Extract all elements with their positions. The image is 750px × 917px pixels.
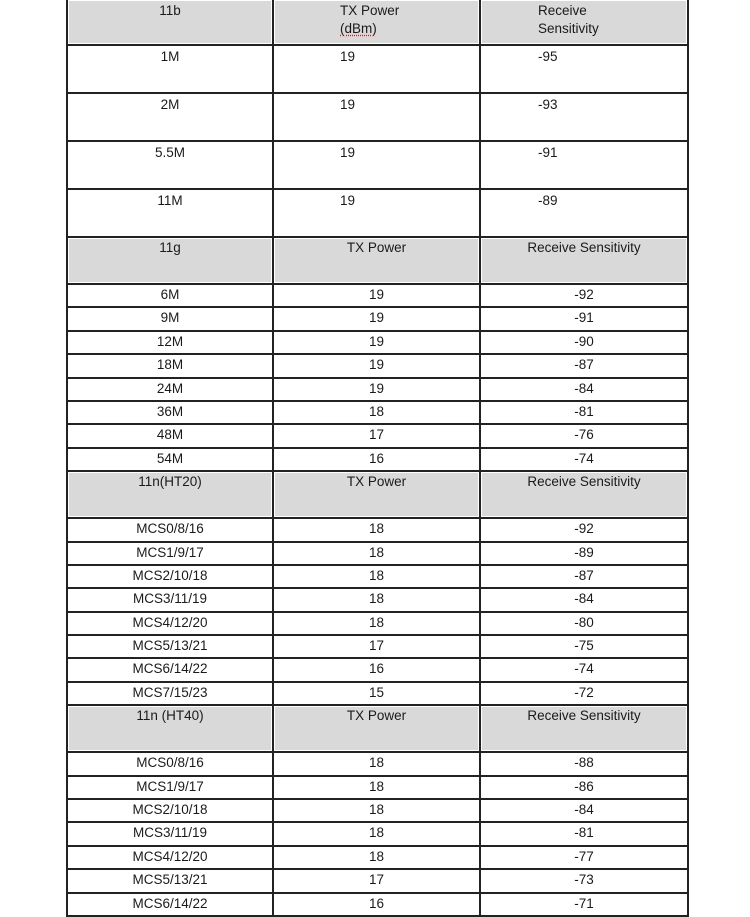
header-mode: 11g <box>67 237 273 284</box>
table-row <box>67 588 688 611</box>
rx-sensitivity-cell: -86 <box>480 776 688 799</box>
header-mode: 11n (HT40) <box>67 705 273 752</box>
table-row <box>67 658 688 681</box>
tx-power-cell: 19 <box>273 378 480 401</box>
header-receive-sensitivity: Receive Sensitivity <box>480 705 688 752</box>
header-tx-power: TX Power <box>273 471 480 518</box>
header-tx-power: TX Power <box>273 705 480 752</box>
tx-power-cell: 19 <box>273 189 480 237</box>
rx-sensitivity-cell: -75 <box>480 635 688 658</box>
rx-sensitivity-cell: -81 <box>480 822 688 845</box>
tx-power-cell: 19 <box>273 93 480 141</box>
rate-cell: 1M <box>67 45 273 93</box>
table-row <box>67 542 688 565</box>
rx-sensitivity-cell: -95 <box>480 45 688 93</box>
table-row <box>67 869 688 892</box>
tx-power-cell: 18 <box>273 565 480 588</box>
tx-power-cell: 18 <box>273 518 480 541</box>
rx-sensitivity-cell: -73 <box>480 869 688 892</box>
rx-sensitivity-cell: -74 <box>480 658 688 681</box>
rate-cell: MCS5/13/21 <box>67 869 273 892</box>
rate-cell: 11M <box>67 189 273 237</box>
rate-cell: MCS5/13/21 <box>67 635 273 658</box>
tx-power-cell: 17 <box>273 869 480 892</box>
tx-power-cell: 16 <box>273 448 480 471</box>
table-row <box>67 141 688 189</box>
tx-unit: (dBm) <box>340 21 377 36</box>
header-receive-sensitivity: Receive Sensitivity <box>480 237 688 284</box>
table-row <box>67 45 688 93</box>
table-row <box>67 799 688 822</box>
table-row <box>67 307 688 330</box>
wifi-spec-table <box>66 0 689 917</box>
tx-power-cell: 18 <box>273 752 480 775</box>
tx-power-cell: 15 <box>273 682 480 705</box>
table-row <box>67 354 688 377</box>
table-row <box>67 93 688 141</box>
rx-sensitivity-cell: -89 <box>480 189 688 237</box>
tx-power-cell: 18 <box>273 612 480 635</box>
table-row <box>67 635 688 658</box>
tx-power-cell: 19 <box>273 141 480 189</box>
tx-power-cell: 18 <box>273 776 480 799</box>
rate-cell: 54M <box>67 448 273 471</box>
tx-power-cell: 17 <box>273 635 480 658</box>
header-tx-power: TX Power <box>273 237 480 284</box>
rate-cell: 5.5M <box>67 141 273 189</box>
table-row <box>67 776 688 799</box>
rate-cell: MCS3/11/19 <box>67 588 273 611</box>
tx-power-cell: 17 <box>273 424 480 447</box>
rate-cell: MCS1/9/17 <box>67 542 273 565</box>
section-header-11b <box>67 0 688 45</box>
header-tx-power: TX Power (dBm) <box>273 0 480 45</box>
rate-cell: 9M <box>67 307 273 330</box>
rate-cell: MCS7/15/23 <box>67 682 273 705</box>
rate-cell: 12M <box>67 331 273 354</box>
rx-sensitivity-cell: -88 <box>480 752 688 775</box>
rate-cell: MCS0/8/16 <box>67 518 273 541</box>
rate-cell: MCS4/12/20 <box>67 612 273 635</box>
header-receive-sensitivity: Receive Sensitivity <box>480 0 688 45</box>
rate-cell: MCS0/8/16 <box>67 752 273 775</box>
header-mode: 11n(HT20) <box>67 471 273 518</box>
rx-sensitivity-cell: -74 <box>480 448 688 471</box>
rx-sensitivity-cell: -90 <box>480 331 688 354</box>
rx-sensitivity-cell: -91 <box>480 141 688 189</box>
rx-sensitivity-cell: -72 <box>480 682 688 705</box>
tx-power-cell: 19 <box>273 307 480 330</box>
tx-power-cell: 18 <box>273 822 480 845</box>
rx-sensitivity-cell: -81 <box>480 401 688 424</box>
section-header-11n-ht40 <box>67 705 688 752</box>
tx-power-cell: 19 <box>273 45 480 93</box>
rate-cell: MCS2/10/18 <box>67 799 273 822</box>
rx-sensitivity-cell: -92 <box>480 284 688 307</box>
rate-cell: 24M <box>67 378 273 401</box>
header-receive-sensitivity: Receive Sensitivity <box>480 471 688 518</box>
table-row <box>67 331 688 354</box>
table-row <box>67 846 688 869</box>
table-row <box>67 401 688 424</box>
rx-sensitivity-cell: -71 <box>480 893 688 916</box>
table-row <box>67 565 688 588</box>
rate-cell: MCS6/14/22 <box>67 658 273 681</box>
rx-sensitivity-cell: -84 <box>480 799 688 822</box>
table-row <box>67 448 688 471</box>
table-row <box>67 424 688 447</box>
table-row <box>67 378 688 401</box>
tx-power-cell: 19 <box>273 331 480 354</box>
rate-cell: 18M <box>67 354 273 377</box>
rate-cell: MCS4/12/20 <box>67 846 273 869</box>
table-row <box>67 189 688 237</box>
tx-power-cell: 16 <box>273 658 480 681</box>
table-row <box>67 518 688 541</box>
rate-cell: MCS1/9/17 <box>67 776 273 799</box>
table-row <box>67 284 688 307</box>
rate-cell: MCS6/14/22 <box>67 893 273 916</box>
header-mode: 11b <box>67 0 273 45</box>
tx-power-cell: 18 <box>273 588 480 611</box>
section-header-11g <box>67 237 688 284</box>
tx-power-cell: 18 <box>273 799 480 822</box>
rx-sensitivity-cell: -84 <box>480 378 688 401</box>
rx-sensitivity-cell: -89 <box>480 542 688 565</box>
tx-power-cell: 16 <box>273 893 480 916</box>
rx-sensitivity-cell: -77 <box>480 846 688 869</box>
tx-power-cell: 18 <box>273 542 480 565</box>
table-row <box>67 682 688 705</box>
rate-cell: MCS3/11/19 <box>67 822 273 845</box>
rx-sensitivity-cell: -84 <box>480 588 688 611</box>
rx-sensitivity-cell: -91 <box>480 307 688 330</box>
table-row <box>67 893 688 916</box>
rate-cell: 6M <box>67 284 273 307</box>
rx-sensitivity-cell: -80 <box>480 612 688 635</box>
table-row <box>67 822 688 845</box>
rx-sensitivity-cell: -87 <box>480 354 688 377</box>
rate-cell: MCS2/10/18 <box>67 565 273 588</box>
tx-power-cell: 18 <box>273 846 480 869</box>
section-header-11n-ht20 <box>67 471 688 518</box>
rate-cell: 2M <box>67 93 273 141</box>
tx-power-cell: 19 <box>273 284 480 307</box>
tx-power-cell: 19 <box>273 354 480 377</box>
table-row <box>67 612 688 635</box>
rx-sensitivity-cell: -92 <box>480 518 688 541</box>
rx-sensitivity-cell: -76 <box>480 424 688 447</box>
rate-cell: 48M <box>67 424 273 447</box>
rx-sensitivity-cell: -87 <box>480 565 688 588</box>
rate-cell: 36M <box>67 401 273 424</box>
rx-sensitivity-cell: -93 <box>480 93 688 141</box>
tx-power-cell: 18 <box>273 401 480 424</box>
table-row <box>67 752 688 775</box>
